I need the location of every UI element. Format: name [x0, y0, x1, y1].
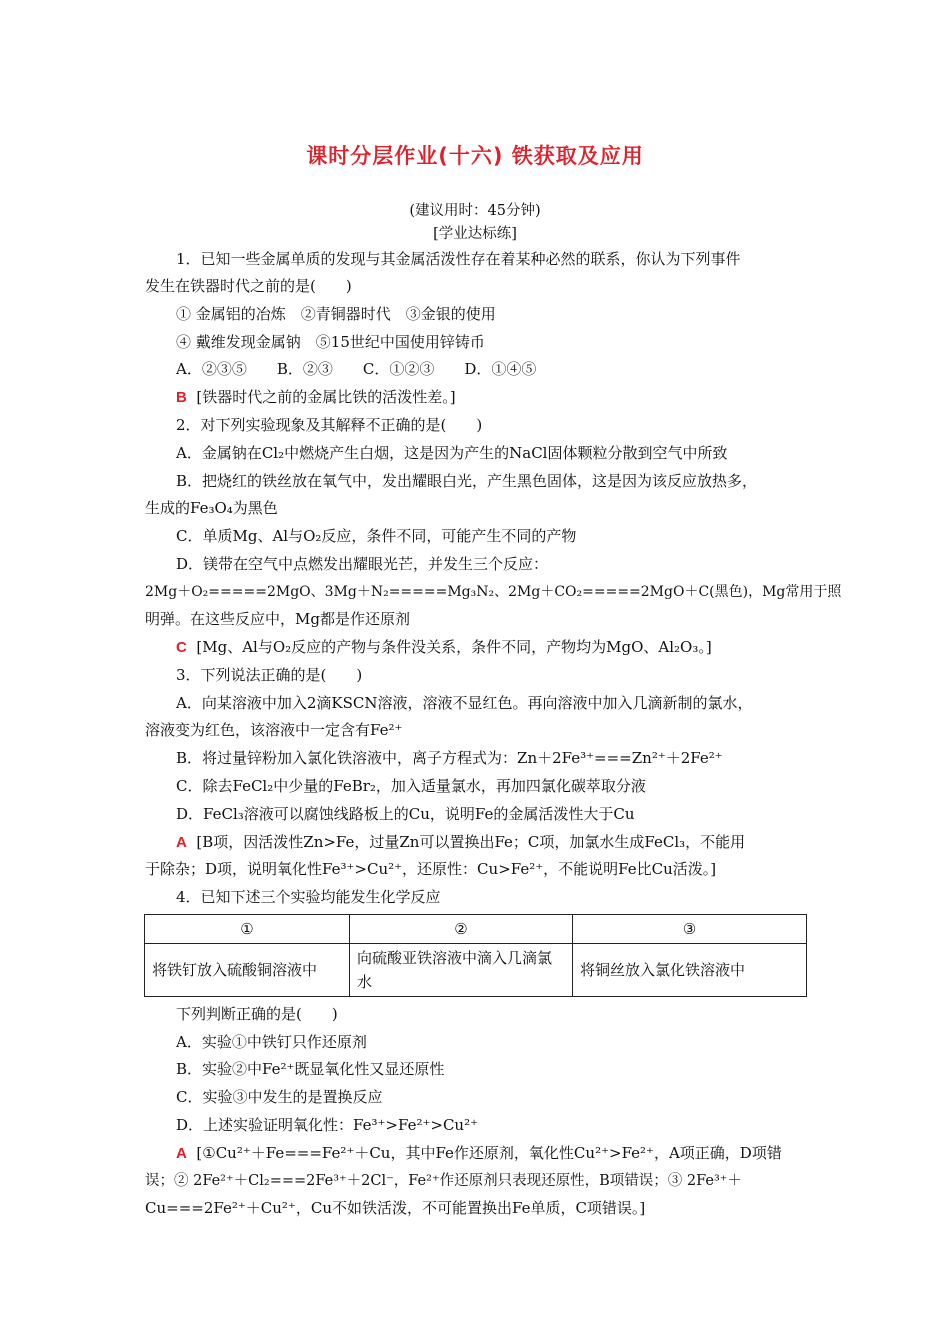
- table-header-cell: ①: [145, 915, 350, 944]
- page-title: 课时分层作业(十六) 铁获取及应用: [306, 144, 644, 168]
- q4-option-c: C．实验③中发生的是置换反应: [176, 1088, 383, 1106]
- q4-option-b: B．实验②中Fe²⁺既显氧化性又显还原性: [176, 1060, 445, 1078]
- q3-option-b: B．将过量锌粉加入氯化铁溶液中，离子方程式为：Zn＋2Fe³⁺===Zn²⁺＋2Fe²⁺: [176, 749, 723, 767]
- q4-judge: 下列判断正确的是( ): [176, 1005, 338, 1023]
- q1-stem-cont: 发生在铁器时代之前的是( ): [145, 277, 352, 295]
- q2-option-d: D．镁带在空气中点燃发出耀眼光芒，并发生三个反应：: [176, 555, 549, 573]
- table-cell: 向硫酸亚铁溶液中滴入几滴氯水: [350, 944, 573, 997]
- q2-option-a: A．金属钠在Cl₂中燃烧产生白烟，这是因为产生的NaCl固体颗粒分散到空气中所致: [176, 444, 728, 462]
- table-cell: 将铜丝放入氯化铁溶液中: [573, 944, 807, 997]
- q3-option-a-cont: 溶液变为红色，该溶液中一定含有Fe²⁺: [145, 721, 403, 739]
- q2-option-d-cont: 明弹。在这些反应中，Mg都是作还原剂: [145, 610, 410, 628]
- q1-options: A．②③⑤ B．②③ C．①②③ D．①④⑤: [176, 360, 537, 378]
- time-hint: (建议用时：45分钟): [409, 203, 541, 219]
- q2-equations: 2Mg＋O₂=====2MgO、3Mg＋N₂=====Mg₃N₂、2Mg＋CO₂=====2MgO＋C(黑色)，Mg常用于照: [145, 584, 842, 600]
- table-header-cell: ③: [573, 915, 807, 944]
- q1-answer-line: [176, 387, 456, 408]
- q2-answer-line: [176, 637, 712, 658]
- q3-answer: A: [176, 834, 187, 851]
- q1-answer: B: [176, 389, 187, 406]
- q2-stem: 2．对下列实验现象及其解释不正确的是( ): [176, 416, 483, 434]
- q1-items: ① 金属铝的冶炼 ②青铜器时代 ③金银的使用: [176, 305, 496, 323]
- q1-explain: [铁器时代之前的金属比铁的活泼性差。]: [196, 388, 456, 406]
- q2-explain: [Mg、Al与O₂反应的产物与条件没关系，条件不同，产物均为MgO、Al₂O₃。]: [196, 638, 712, 656]
- experiment-table: [144, 914, 807, 997]
- q4-option-d: D．上述实验证明氧化性：Fe³⁺>Fe²⁺>Cu²⁺: [176, 1116, 479, 1134]
- table-header-row: [145, 915, 807, 944]
- table-header-cell: ②: [350, 915, 573, 944]
- q4-stem: 4．已知下述三个实验均能发生化学反应: [176, 888, 441, 906]
- q3-answer-line: [176, 832, 745, 853]
- q3-explain-cont: 于除杂；D项，说明氧化性Fe³⁺>Cu²⁺，还原性：Cu>Fe²⁺，不能说明Fe比Cu活泼。]: [145, 860, 717, 878]
- q3-option-d: D．FeCl₃溶液可以腐蚀线路板上的Cu，说明Fe的金属活泼性大于Cu: [176, 805, 635, 823]
- q4-explain-cont: 误；② 2Fe²⁺＋Cl₂===2Fe³⁺＋2Cl⁻，Fe²⁺作还原剂只表现还原性，B项错误；③ 2Fe³⁺＋: [145, 1173, 742, 1189]
- q1-items-cont: ④ 戴维发现金属钠 ⑤15世纪中国使用锌铸币: [176, 333, 485, 351]
- q3-stem: 3．下列说法正确的是( ): [176, 666, 363, 684]
- q4-answer: A: [176, 1145, 187, 1162]
- q4-explain-cont-2: Cu===2Fe²⁺＋Cu²⁺，Cu不如铁活泼，不可能置换出Fe单质，C项错误。]: [145, 1199, 646, 1217]
- q3-option-a: A．向某溶液中加入2滴KSCN溶液，溶液不显红色。再向溶液中加入几滴新制的氯水，: [176, 694, 753, 712]
- q4-option-a: A．实验①中铁钉只作还原剂: [176, 1033, 367, 1051]
- q3-explain: [B项，因活泼性Zn>Fe，过量Zn可以置换出Fe；C项，加氯水生成FeCl₃，不能用: [196, 833, 746, 851]
- q1-stem: 1．已知一些金属单质的发现与其金属活泼性存在着某种必然的联系，你认为下列事件: [176, 250, 741, 268]
- q2-option-c: C．单质Mg、Al与O₂反应，条件不同，可能产生不同的产物: [176, 527, 577, 545]
- q2-option-b-cont: 生成的Fe₃O₄为黑色: [145, 499, 278, 517]
- q2-answer: C: [176, 639, 187, 656]
- section-heading: [学业达标练]: [433, 226, 517, 242]
- q2-option-b: B．把烧红的铁丝放在氧气中，发出耀眼白光，产生黑色固体，这是因为该反应放热多，: [176, 472, 758, 490]
- q4-answer-line: [176, 1143, 782, 1164]
- q3-option-c: C．除去FeCl₂中少量的FeBr₂，加入适量氯水，再加四氯化碳萃取分液: [176, 777, 646, 795]
- table-cell: 将铁钉放入硫酸铜溶液中: [145, 944, 350, 997]
- table-row: [145, 944, 807, 997]
- q4-explain: [①Cu²⁺＋Fe===Fe²⁺＋Cu，其中Fe作还原剂，氧化性Cu²⁺>Fe²⁺，A项正确，D项错: [196, 1144, 782, 1162]
